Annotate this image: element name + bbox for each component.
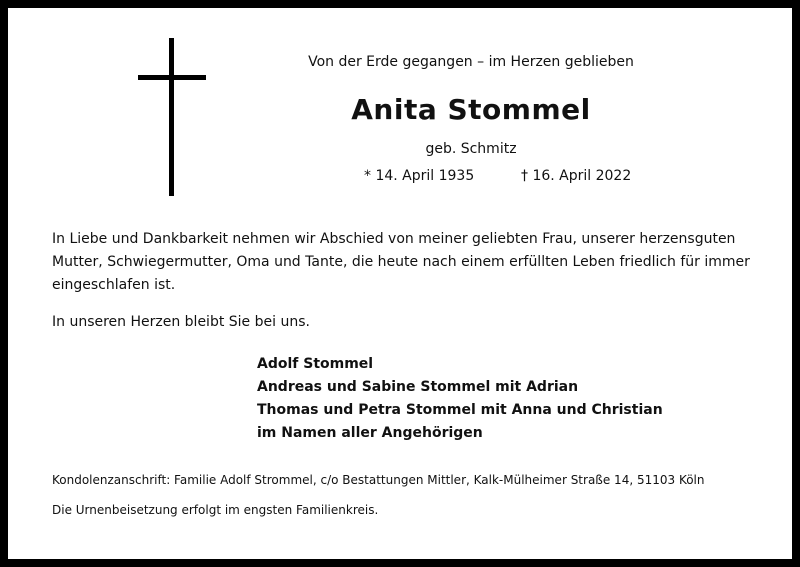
cross-horizontal-bar [138, 75, 206, 80]
condolence-address: Kondolenzanschrift: Familie Adolf Strommel, c/o Bestattungen Mittler, Kalk-Mülheimer Straße 14, 51103 Köln [52, 473, 705, 487]
deceased-name: Anita Stommel [351, 93, 591, 126]
signer: im Namen aller Angehörigen [257, 425, 483, 441]
death-date: † 16. April 2022 [521, 168, 632, 184]
obituary-notice [8, 8, 792, 559]
birth-date: * 14. April 1935 [364, 168, 475, 184]
signer: Thomas und Petra Stommel mit Anna und Christian [257, 402, 663, 418]
motto: Von der Erde gegangen – im Herzen geblieben [308, 54, 634, 70]
signer: Andreas und Sabine Stommel mit Adrian [257, 379, 579, 395]
signers-list [257, 353, 663, 445]
cross-icon [138, 38, 208, 198]
farewell-paragraph: In Liebe und Dankbarkeit nehmen wir Abschied von meiner geliebten Frau, unserer herzensguten Mutter, Schwiegermutter, Oma und Tante, die heute nach einem erfüllten Leben friedlich für immer eingeschlafen ist. [52, 231, 750, 293]
signer: Adolf Stommel [257, 356, 374, 372]
maiden-name: geb. Schmitz [425, 141, 517, 157]
cross-vertical-bar [169, 38, 174, 196]
burial-note: Die Urnenbeisetzung erfolgt im engsten Familienkreis. [52, 503, 379, 517]
remembrance-line: In unseren Herzen bleibt Sie bei uns. [52, 314, 310, 330]
